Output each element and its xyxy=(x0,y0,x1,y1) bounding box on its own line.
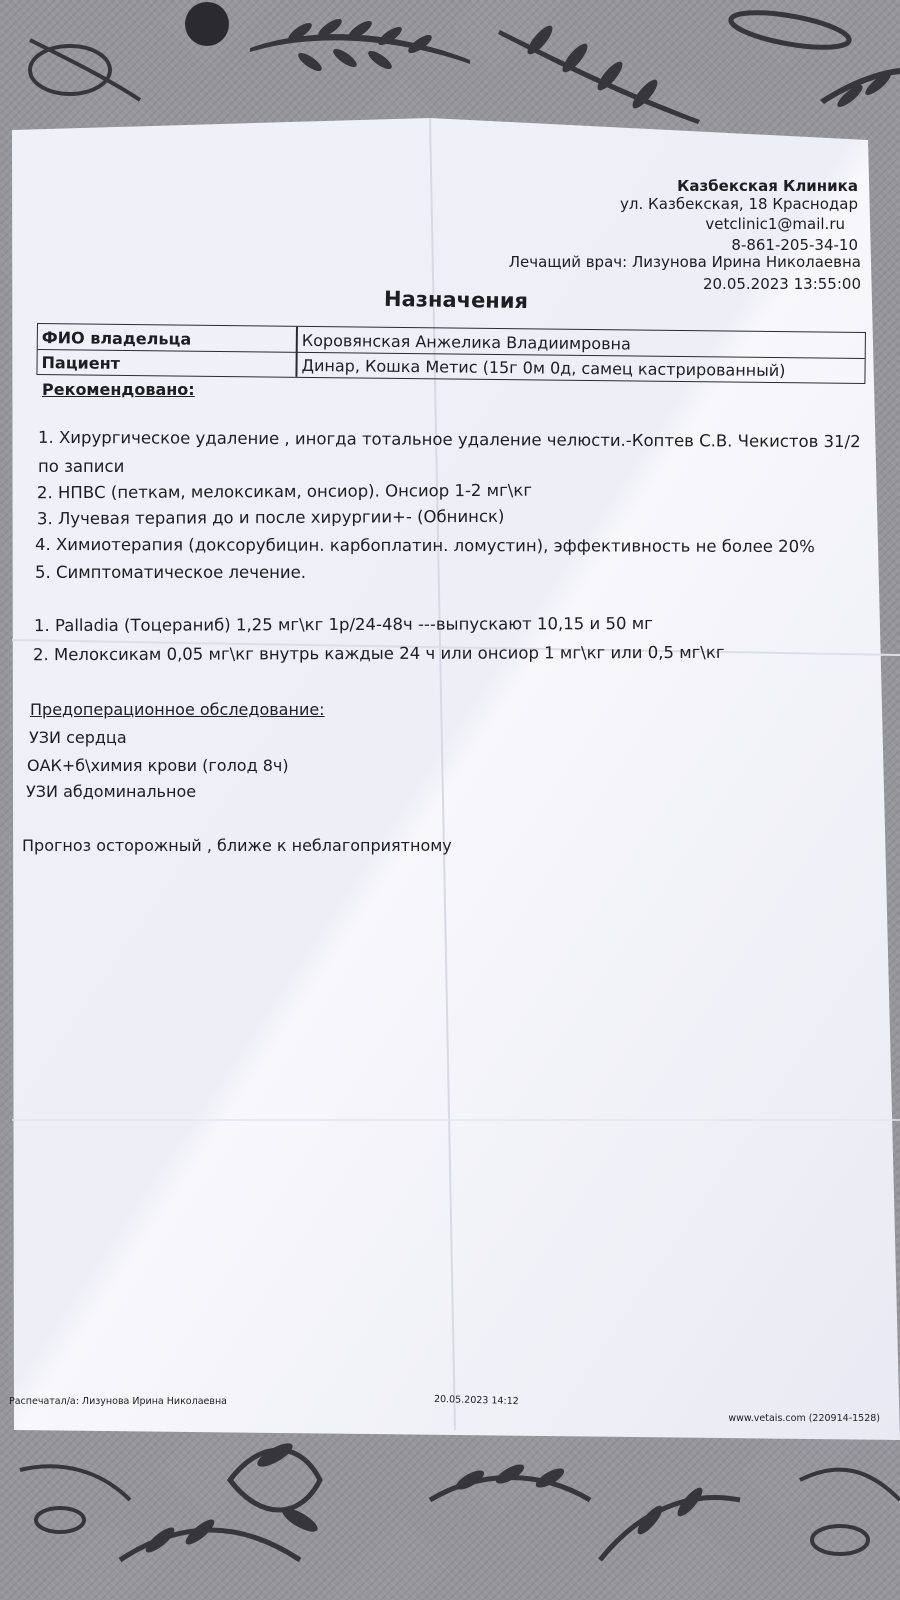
prognosis-text: Прогноз осторожный , ближе к неблагоприятному xyxy=(22,836,452,855)
attending-doctor: Лечащий врач: Лизунова Ирина Николаевна xyxy=(508,253,861,271)
patient-label: Пациент xyxy=(41,353,121,373)
clinic-email: vetclinic1@mail.ru xyxy=(705,215,845,233)
recommendation-item: 1. Хирургическое удаление , иногда тотальное удаление челюсти.-Коптев С.В. Чекистов 31/2 xyxy=(37,427,861,452)
preop-heading: Предоперационное обследование: xyxy=(30,700,325,719)
owner-label: ФИО владельца xyxy=(41,328,192,349)
owner-value: Коровянская Анжелика Владиимровна xyxy=(301,330,631,354)
patient-value: Динар, Кошка Метис (15г 0м 0д, самец кастрированный) xyxy=(301,355,786,381)
appointment-datetime: 20.05.2023 13:55:00 xyxy=(702,275,861,293)
clinic-name: Казбекская Клиника xyxy=(677,177,858,195)
source-website: www.vetais.com (220914-1528) xyxy=(728,1413,880,1424)
recommendation-item: 5. Симптоматическое лечение. xyxy=(35,563,307,582)
preop-item: УЗИ абдоминальное xyxy=(26,782,197,801)
owner-patient-table xyxy=(36,323,866,384)
recommendation-item: по записи xyxy=(38,457,125,476)
printed-by: Распечатал/а: Лизунова Ирина Николаевна xyxy=(9,1396,227,1407)
recommendation-item: 3. Лучевая терапия до и после хирургии+- (Обнинск) xyxy=(36,506,505,529)
clinic-phone: 8-861-205-34-10 xyxy=(731,236,858,254)
clinic-address: ул. Казбекская, 18 Краснодар xyxy=(620,195,858,213)
page-title: Назначения xyxy=(383,286,529,314)
preop-item: УЗИ сердца xyxy=(29,728,127,747)
medication-item: 2. Мелоксикам 0,05 мг\кг внутрь каждые 24 ч или онсиор 1 мг\кг или 0,5 мг\кг xyxy=(32,642,725,665)
recommendation-item: 2. НПВС (петкам, мелоксикам, онсиор). Онсиор 1-2 мг\кг xyxy=(36,480,533,503)
preop-item: ОАК+б\химия крови (голод 8ч) xyxy=(27,756,289,775)
recommendation-item: 4. Химиотерапия (доксорубицин. карбоплатин. ломустин), эффективность не более 20% xyxy=(34,534,815,557)
recommended-heading: Рекомендовано: xyxy=(42,380,195,399)
print-datetime: 20.05.2023 14:12 xyxy=(433,1393,519,1408)
medication-item: 1. Palladia (Тоцераниб) 1,25 мг\кг 1р/24-48ч ---выпускают 10,15 и 50 мг xyxy=(33,613,653,636)
